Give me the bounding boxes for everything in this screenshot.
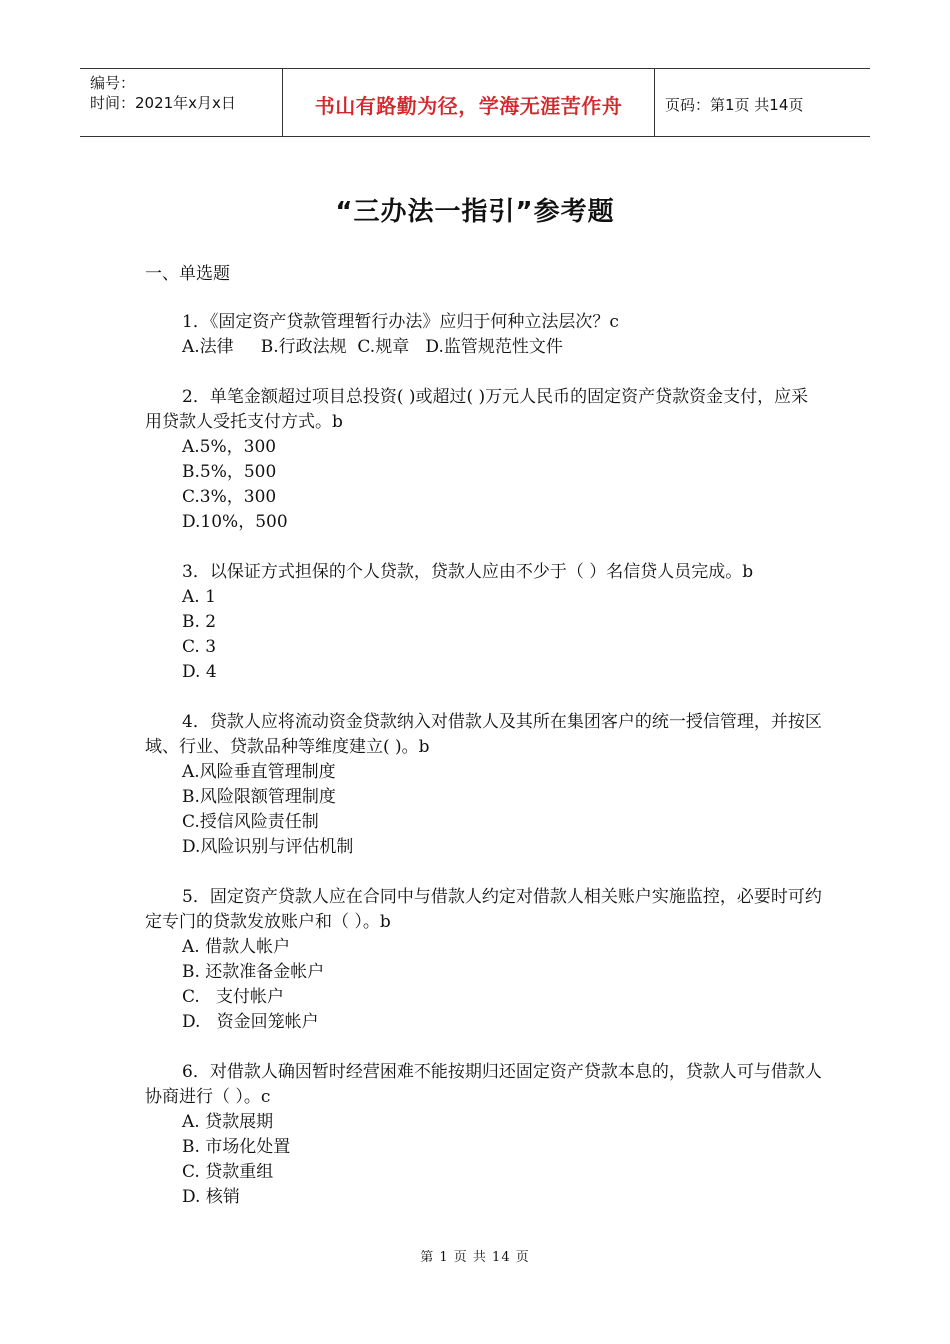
question-option: C.3%，300 <box>182 487 277 507</box>
question-option: A. 贷款展期 <box>182 1112 274 1132</box>
question-text: 6．对借款人确因暂时经营困难不能按期归还固定资产贷款本息的，贷款人可与借款人协商进行（ ）。c <box>145 1062 822 1107</box>
question-option: A.5%，300 <box>182 437 277 457</box>
question-list <box>145 310 825 1235</box>
page-footer: 第 1 页 共 14 页 <box>420 1250 530 1265</box>
question-6 <box>145 1060 825 1210</box>
question-1 <box>145 310 825 360</box>
question-option: C.授信风险责任制 <box>182 812 319 832</box>
question-option: B.风险限额管理制度 <box>182 787 336 807</box>
question-text: 3．以保证方式担保的个人贷款，贷款人应由不少于（ ）名信贷人员完成。b <box>182 562 754 582</box>
question-option: B. 还款准备金帐户 <box>182 962 325 982</box>
question-option: A. 1 <box>182 587 216 607</box>
question-text: 2．单笔金额超过项目总投资( )或超过( )万元人民币的固定资产贷款资金支付，应采用贷款人受托支付方式。b <box>145 387 809 432</box>
question-5 <box>145 885 825 1035</box>
number-label: 编号： <box>90 74 136 92</box>
question-option: C. 3 <box>182 637 217 657</box>
question-option: A.风险垂直管理制度 <box>182 762 336 782</box>
question-text: 4．贷款人应将流动资金贷款纳入对借款人及其所在集团客户的统一授信管理，并按区域、行业、贷款品种等维度建立( )。b <box>145 712 822 757</box>
time-label: 时间：2021年x月x日 <box>90 94 236 112</box>
question-4 <box>145 710 825 860</box>
header-meta <box>80 69 282 136</box>
question-option: D. 核销 <box>182 1187 240 1207</box>
header-page-info: 页码：第1页 共14页 <box>665 96 804 114</box>
question-option: D. 资金回笼帐户 <box>182 1012 319 1032</box>
question-2 <box>145 385 825 535</box>
header-motto: 书山有路勤为径，学海无涯苦作舟 <box>282 69 655 136</box>
document-title: “三办法一指引”参考题 <box>335 197 615 227</box>
question-option: B. 2 <box>182 612 217 632</box>
question-option: C. 贷款重组 <box>182 1162 274 1182</box>
question-option: D.10%，500 <box>182 512 288 532</box>
page-header <box>80 68 870 137</box>
question-3 <box>145 560 825 685</box>
question-option: B.5%，500 <box>182 462 277 482</box>
question-option: B. 市场化处置 <box>182 1137 291 1157</box>
question-option: D.风险识别与评估机制 <box>182 837 354 857</box>
question-option: A.法律 B.行政法规 C.规章 D.监管规范性文件 <box>182 337 563 357</box>
section-title: 一、单选题 <box>145 264 230 284</box>
question-text: 5．固定资产贷款人应在合同中与借款人约定对借款人相关账户实施监控，必要时可约定专门的贷款发放账户和（ ）。b <box>145 887 822 932</box>
question-text: 1．《固定资产贷款管理暂行办法》应归于何种立法层次？c <box>182 312 619 332</box>
question-option: A. 借款人帐户 <box>182 937 291 957</box>
question-option: D. 4 <box>182 662 217 682</box>
question-option: C. 支付帐户 <box>182 987 285 1007</box>
